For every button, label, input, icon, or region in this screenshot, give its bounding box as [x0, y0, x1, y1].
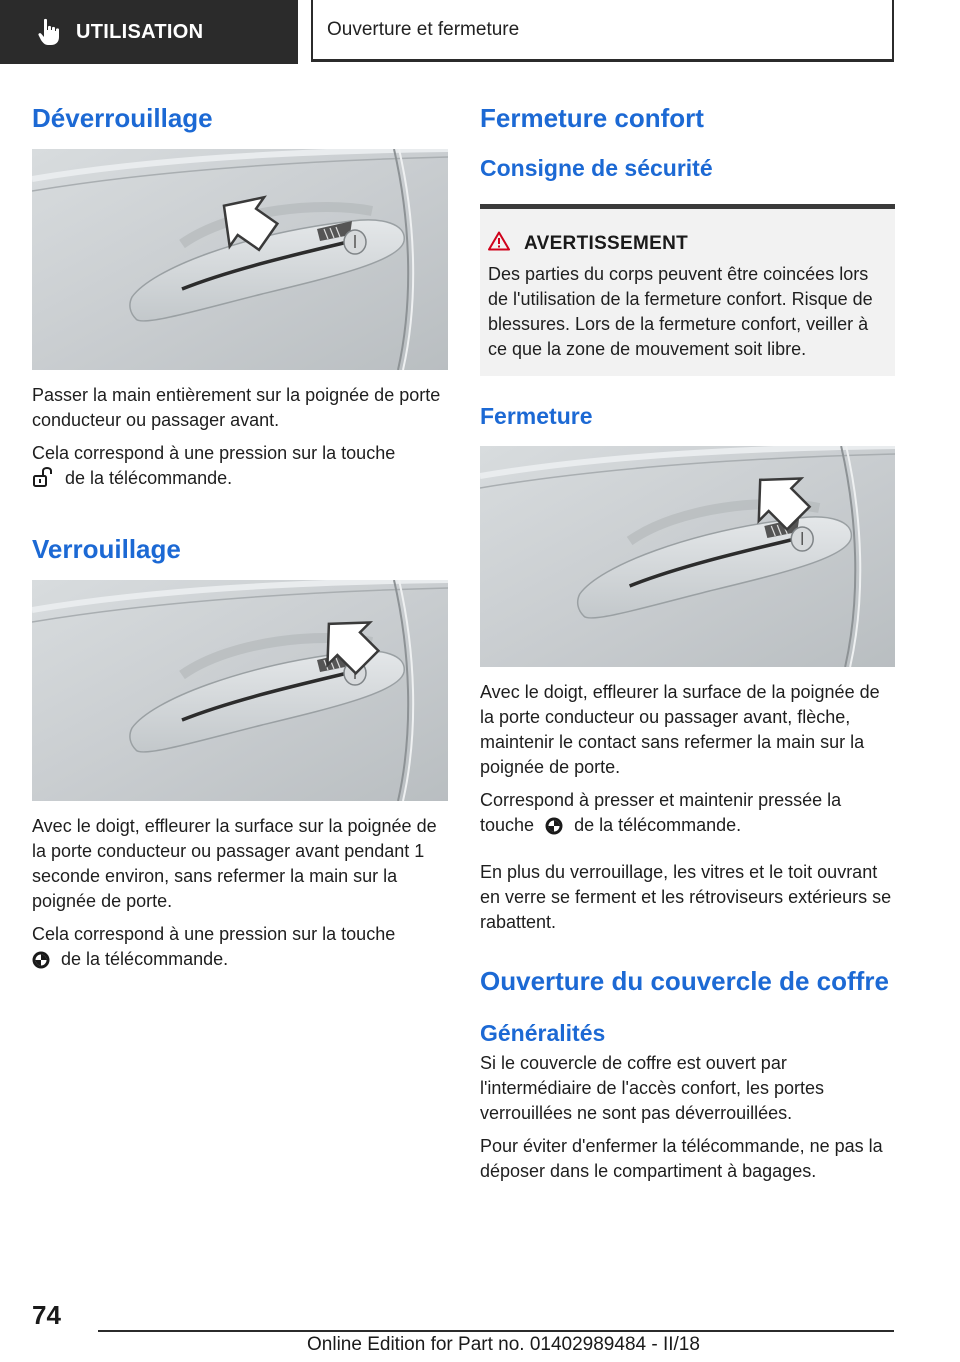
warning-triangle-icon	[488, 231, 510, 256]
trunk-text-2: Pour éviter d'enfermer la télécommande, ne pas la déposer dans le compartiment à bagages.	[480, 1136, 883, 1181]
closing-text-1: Avec le doigt, effleurer la surface de la poignée de la porte conducteur ou passager avant, flèche, maintenir le contact sans refermer la main sur la poignée de porte.	[480, 682, 880, 777]
trunk-text-1: Si le couvercle de coffre est ouvert par l'intermédiaire de l'accès confort, les portes verrouillées ne sont pas déverrouillées.	[480, 1053, 825, 1123]
closing-text-3: En plus du verrouillage, les vitres et le toit ouvrant en verre se ferment et les rétroviseurs extérieurs se rabattent.	[480, 862, 892, 932]
lock-text-2: Cela correspond à une pression sur la touche de la télécommande.	[32, 922, 448, 976]
chapter-header	[311, 0, 894, 62]
heading-comfort-closing: Fermeture confort	[480, 103, 704, 133]
heading-closing: Fermeture	[480, 403, 593, 429]
section-title: UTILISATION	[76, 20, 204, 43]
warning-label: AVERTISSEMENT	[524, 232, 689, 254]
warning-text: Des parties du corps peuvent être coincées lors de l'utilisation de la fermeture confort. Risque de blessures. Lors de la fermeture confort, veiller à ce que la zone de mouvement soit libre.	[488, 264, 873, 359]
unlock-text-2: Cela correspond à une pression sur la touche de la télécommande.	[32, 441, 448, 495]
door-handle-closing-figure	[480, 446, 895, 667]
hand-pointer-icon	[38, 18, 60, 46]
edition-text: Online Edition for Part no. 01402989484 - II/18	[307, 1334, 700, 1355]
page-number: 74	[32, 1300, 61, 1330]
door-handle-lock-figure	[32, 580, 448, 801]
right-column	[480, 100, 895, 1184]
door-handle-unlock-figure	[32, 149, 448, 370]
heading-safety: Consigne de sécurité	[480, 155, 713, 181]
bmw-logo-icon	[32, 951, 50, 976]
chapter-title: Ouverture et fermeture	[327, 18, 520, 40]
heading-unlock: Déverrouillage	[32, 103, 213, 133]
warning-box	[480, 204, 895, 376]
left-column	[32, 100, 448, 976]
heading-general: Généralités	[480, 1020, 606, 1046]
heading-trunk: Ouverture du couvercle de coffre	[480, 966, 889, 996]
bmw-logo-icon	[545, 817, 563, 842]
section-tab[interactable]	[0, 0, 298, 64]
unlock-text-1: Passer la main entièrement sur la poignée de porte conducteur ou passager avant.	[32, 385, 441, 430]
lock-text-1: Avec le doigt, effleurer la surface sur la poignée de la porte conducteur ou passager avant pendant 1 seconde environ, sans refermer la main sur la poignée de porte.	[32, 816, 437, 911]
closing-text-2: Correspond à presser et maintenir pressée la touche de la télécommande.	[480, 788, 895, 842]
footer-divider	[98, 1330, 894, 1332]
unlock-key-icon	[32, 466, 54, 495]
heading-lock: Verrouillage	[32, 534, 181, 564]
